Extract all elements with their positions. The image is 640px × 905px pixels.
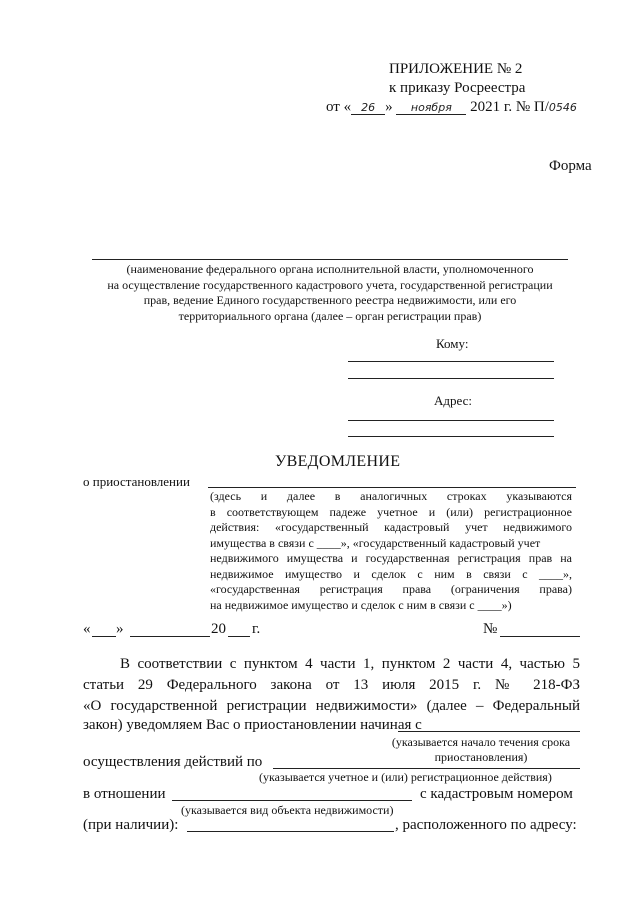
suspension-label: о приостановлении <box>83 474 190 489</box>
address-line-1 <box>348 420 554 421</box>
appendix-title: ПРИЛОЖЕНИЕ № 2 <box>389 61 523 77</box>
date-open-quote: « <box>83 621 91 637</box>
start-date-line <box>398 731 580 732</box>
if-any-label: (при наличии): <box>83 817 179 833</box>
year-prefix: 20 <box>211 621 226 637</box>
date-day-line <box>92 636 116 637</box>
authority-caption-line: прав, ведение Единого государственного реестра недвижимости, или его <box>143 293 517 307</box>
body-paragraph <box>83 654 580 717</box>
suspension-note-line: (здесь и далее в аналогичных строках указываются <box>210 489 572 503</box>
to-label: Кому: <box>436 336 469 351</box>
suspension-note-line: на недвижимое имущество и сделок с ним в связи с ____») <box>210 597 512 612</box>
start-date-caption-line: приостановления) <box>434 750 528 764</box>
body-line: статьи 29 Федерального закона от 13 июля 2015 г. № 218-ФЗ <box>83 677 580 693</box>
cadastral-label: с кадастровым номером <box>420 786 573 802</box>
authority-caption-line: территориального органа (далее – орган регистрации прав) <box>178 308 482 323</box>
suspension-line <box>208 487 576 488</box>
authority-caption <box>85 262 575 324</box>
address-tail: , расположенного по адресу: <box>395 817 577 833</box>
order-number: 0546 <box>548 101 577 114</box>
actions-label: осуществления действий по <box>83 754 263 770</box>
number-line <box>500 636 580 637</box>
date-year: 2021 г. № П/ <box>470 99 549 115</box>
object-type-caption: (указывается вид объекта недвижимости) <box>181 803 394 817</box>
order-date-line <box>326 99 577 116</box>
date-prefix: от « <box>326 99 352 115</box>
to-line-1 <box>348 361 554 362</box>
to-line-2 <box>348 378 554 379</box>
suspension-note-line: действия: «государственный кадастровый учет недвижимого <box>210 520 572 534</box>
start-date-caption-line: (указывается начало течения срока <box>391 735 571 749</box>
notice-title: УВЕДОМЛЕНИЕ <box>275 453 401 470</box>
authority-caption-line: на осуществление государственного кадастрового учета, государственной регистрации <box>107 277 553 292</box>
suspension-note-line: недвижимое имущество и сделок с ним в связи с ____», <box>210 566 572 581</box>
suspension-note-line: в соответствующем падеже учетное и (или) регистрационное <box>210 504 572 519</box>
body-line: «О государственной регистрации недвижимости» (далее – Федеральный <box>83 698 580 714</box>
date-month: ноября <box>396 101 466 115</box>
number-sign: № <box>483 621 498 637</box>
suspension-note-line: имущества в связи с ____», «государственный кадастровый учет <box>210 535 541 550</box>
order-reference: к приказу Росреестра <box>389 80 526 96</box>
date-mid: » <box>385 99 393 115</box>
suspension-note <box>210 489 572 613</box>
suspension-note-line: недвижимого имущества и государственная регистрация прав на <box>210 551 572 565</box>
regarding-label: в отношении <box>83 786 166 802</box>
actions-caption: (указывается учетное и (или) регистрационное действия) <box>259 770 552 784</box>
date-day: 26 <box>351 101 385 115</box>
authority-caption-line: (наименование федерального органа исполнительной власти, уполномоченного <box>126 262 534 276</box>
date-close-quote: » <box>116 621 124 637</box>
body-line: В соответствии с пунктом 4 части 1, пунктом 2 части 4, частью 5 <box>120 656 580 672</box>
year-suffix: г. <box>252 621 261 637</box>
date-month-line <box>130 636 210 637</box>
start-date-caption <box>381 735 581 765</box>
body-line-4: закон) уведомляем Вас о приостановлении начиная с <box>83 717 422 733</box>
cadastral-number-line <box>187 831 394 832</box>
suspension-note-line: «государственная регистрация права (ограничения права) <box>210 582 572 596</box>
actions-line <box>273 768 580 769</box>
address-line-2 <box>348 436 554 437</box>
authority-name-line <box>92 259 568 260</box>
address-label: Адрес: <box>434 393 472 408</box>
object-type-line <box>172 800 412 801</box>
form-label: Форма <box>549 158 592 174</box>
year-line <box>228 636 250 637</box>
